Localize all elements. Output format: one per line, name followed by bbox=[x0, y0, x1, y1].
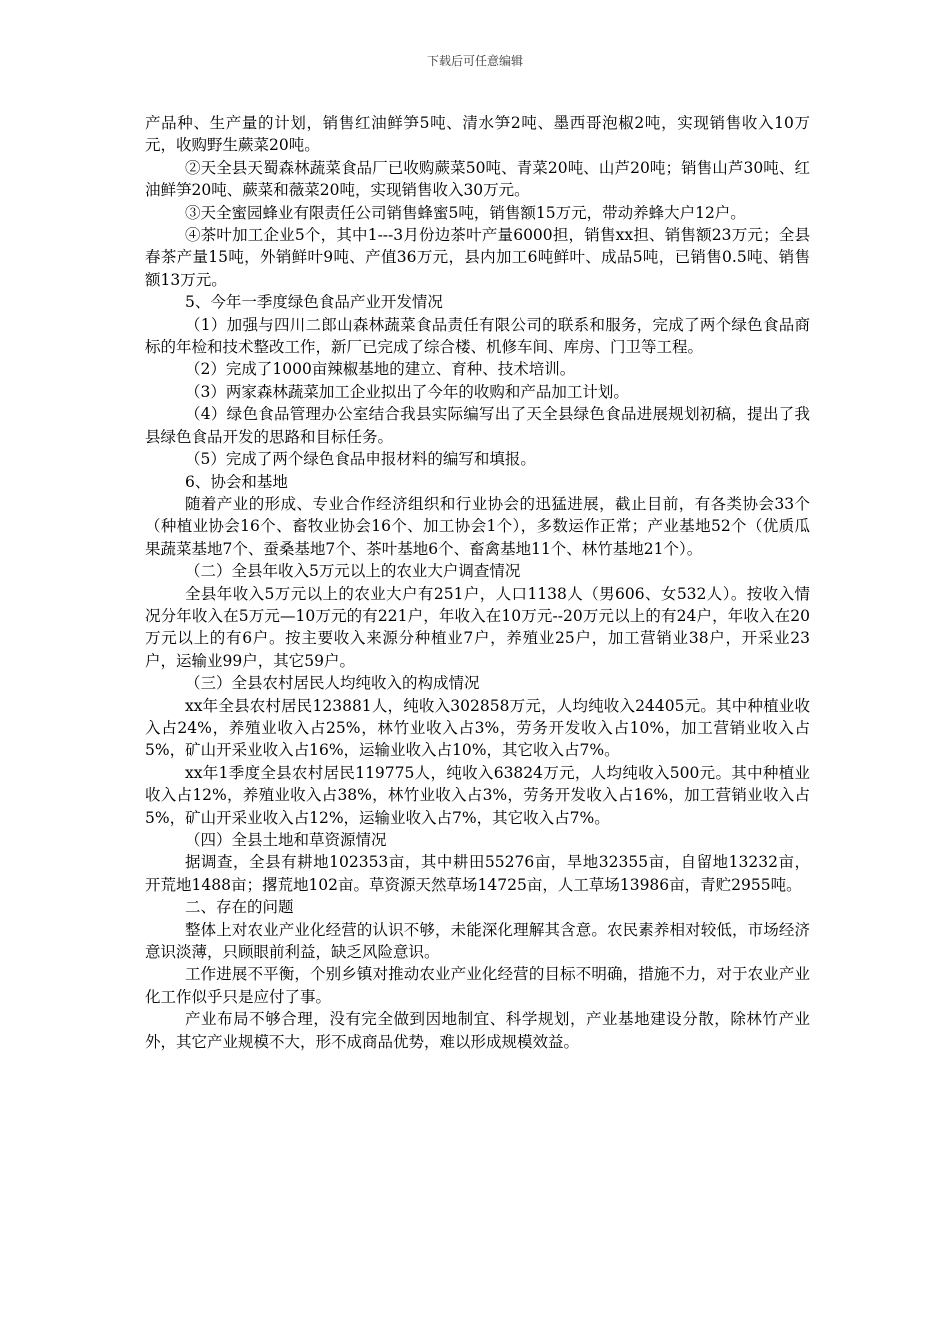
paragraph: ②天全县天蜀森林蔬菜食品厂已收购蕨菜50吨、青菜20吨、山芦20吨；销售山芦30吨、红油鲜笋20吨、蕨菜和薇菜20吨，实现销售收入30万元。 bbox=[145, 158, 810, 200]
paragraph: 全县年收入5万元以上的农业大户有251户，人口1138人（男606、女532人）。按收入情况分年收入在5万元—10万元的有221户，年收入在10万元--20万元以上的有24户，年收入在20万元以上的有6户。按主要收入来源分种植业7户，养殖业25户，加工营销业38户，开采业23户，运输业99户，其它59户。 bbox=[145, 584, 810, 670]
paragraph: 二、存在的问题 bbox=[185, 898, 294, 917]
paragraph: 5、今年一季度绿色食品产业开发情况 bbox=[185, 293, 443, 312]
paragraph: （四）全县土地和草资源情况 bbox=[185, 831, 387, 849]
paragraph: （三）全县农村居民人均纯收入的构成情况 bbox=[185, 674, 480, 693]
header-note: 下载后可任意编辑 bbox=[426, 54, 523, 68]
document-body bbox=[145, 112, 810, 1053]
paragraph: （1）加强与四川二郎山森林蔬菜食品责任有限公司的联系和服务，完成了两个绿色食品商标的年检和技术整改工作，新厂已完成了综合楼、机修车间、库房、门卫等工程。 bbox=[145, 315, 810, 357]
paragraph: ④茶叶加工企业5个，其中1---3月份边茶叶产量6000担，销售xx担、销售额23万元；全县春茶产量15吨，外销鲜叶9吨、产值36万元，县内加工6吨鲜叶、成品5吨，已销售0.5吨、销售额13万元。 bbox=[145, 226, 810, 289]
paragraph: 随着产业的形成、专业合作经济组织和行业协会的迅猛进展，截止目前，有各类协会33个（种植业协会16个、畜牧业协会16个、加工协会1个），多数运作正常；产业基地52个（优质瓜果蔬菜基地7个、蚕桑基地7个、茶叶基地6个、畜禽基地11个、林竹基地21个）。 bbox=[145, 494, 810, 558]
paragraph: （4）绿色食品管理办公室结合我县实际编写出了天全县绿色食品进展规划初稿，提出了我县绿色食品开发的思路和目标任务。 bbox=[145, 405, 810, 446]
paragraph: xx年全县农村居民123881人，纯收入302858万元，人均纯收入24405元。其中种植业收入占24%，养殖业收入占25%，林竹业收入占3%，劳务开发收入占10%，加工营销业收入占5%，矿山开采业收入占16%，运输业收入占10%，其它收入占7%。 bbox=[145, 696, 810, 760]
paragraph: 工作进展不平衡，个别乡镇对推动农业产业化经营的目标不明确，措施不力，对于农业产业化工作似乎只是应付了事。 bbox=[145, 965, 810, 1006]
paragraph: 6、协会和基地 bbox=[185, 472, 288, 491]
paragraph: 产品种、生产量的计划，销售红油鲜笋5吨、清水笋2吨、墨西哥泡椒2吨，实现销售收入10万元，收购野生蕨菜20吨。 bbox=[145, 114, 810, 155]
paragraph: （3）两家森林蔬菜加工企业拟出了今年的收购和产品加工计划。 bbox=[185, 382, 629, 401]
paragraph: 整体上对农业产业化经营的认识不够，未能深化理解其含意。农民素养相对较低，市场经济意识淡薄，只顾眼前利益，缺乏风险意识。 bbox=[145, 920, 810, 962]
paragraph: ③天全蜜园蜂业有限责任公司销售蜂蜜5吨，销售额15万元，带动养蜂大户12户。 bbox=[185, 203, 746, 222]
paragraph: （5）完成了两个绿色食品申报材料的编写和填报。 bbox=[185, 450, 536, 469]
paragraph: 产业布局不够合理，没有完全做到因地制宜、科学规划，产业基地建设分散，除林竹产业外，其它产业规模不大，形不成商品优势，难以形成规模效益。 bbox=[145, 1010, 810, 1051]
paragraph: （2）完成了1000亩辣椒基地的建立、育种、技术培训。 bbox=[185, 360, 576, 379]
paragraph: xx年1季度全县农村居民119775人，纯收入63824万元，人均纯收入500元。其中种植业收入占12%，养殖业收入占38%，林竹业收入占3%，劳务开发收入占16%，加工营销业收入占5%，矿山开采业收入占12%，运输业收入占7%，其它收入占7%。 bbox=[145, 763, 810, 827]
paragraph: 据调查，全县有耕地102353亩，其中耕田55276亩，旱地32355亩，自留地13232亩，开荒地1488亩；撂荒地102亩。草资源天然草场14725亩，人工草场13986亩，青贮2955吨。 bbox=[145, 853, 810, 894]
paragraph: （二）全县年收入5万元以上的农业大户调查情况 bbox=[185, 562, 521, 581]
